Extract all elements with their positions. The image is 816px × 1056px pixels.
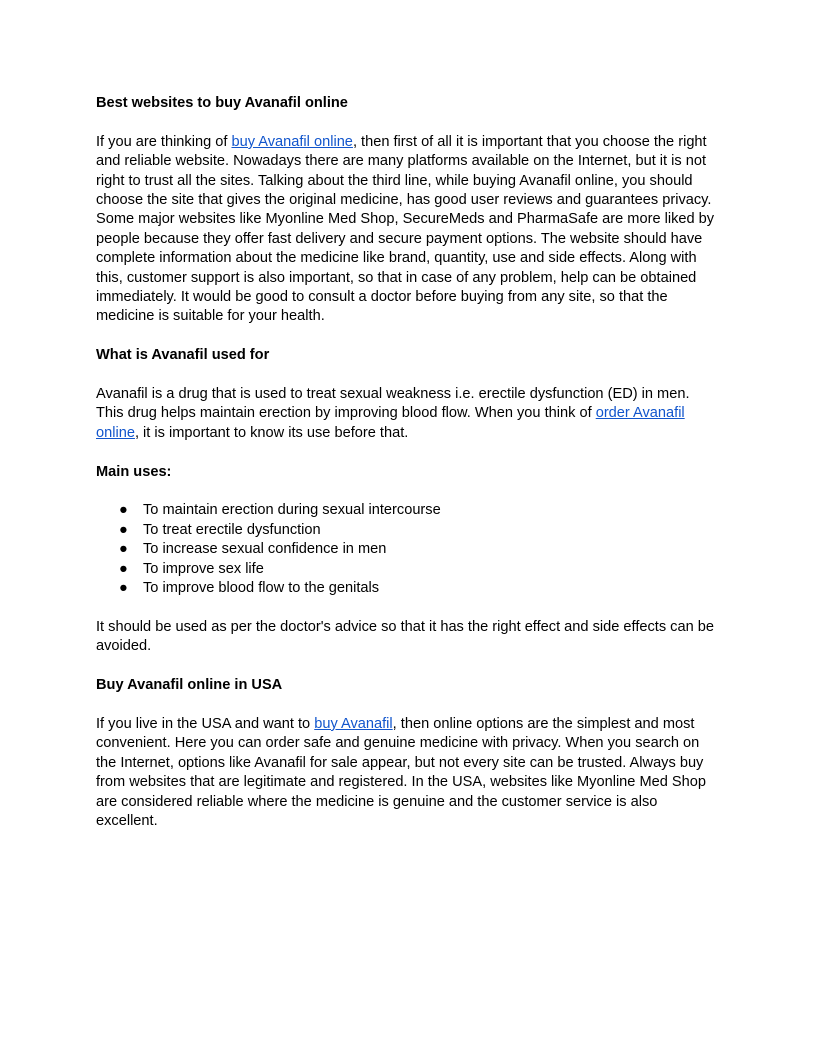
list-item <box>119 560 720 579</box>
paragraph-text: If you live in the USA and want to <box>96 715 315 732</box>
paragraph-best-websites <box>96 133 720 327</box>
list-item <box>119 501 720 520</box>
bullet-icon: ● <box>119 521 128 538</box>
buy-avanafil-link[interactable]: buy Avanafil <box>314 715 393 732</box>
section-heading-main-uses: Main uses: <box>96 463 172 480</box>
paragraph-what-is-avanafil <box>96 385 720 443</box>
main-uses-list <box>96 501 720 598</box>
bullet-icon: ● <box>119 502 128 519</box>
section-heading-what-is-avanafil: What is Avanafil used for <box>96 347 270 364</box>
bullet-icon: ● <box>119 560 128 577</box>
paragraph-text: , it is important to know its use before that. <box>134 424 409 441</box>
list-item-text: To improve sex life <box>143 560 264 577</box>
paragraph-text: Avanafil is a drug that is used to treat sexual weakness i.e. erectile dysfunction (ED) in men. This drug helps maintain erection by improving blood flow. When you think of <box>96 386 690 422</box>
paragraph-text: If you are thinking of <box>96 133 232 150</box>
bullet-icon: ● <box>119 580 128 597</box>
bullet-icon: ● <box>119 541 128 558</box>
list-item-text: To maintain erection during sexual intercourse <box>143 502 441 519</box>
list-item <box>119 540 720 559</box>
list-item <box>119 521 720 540</box>
paragraph-text: , then first of all it is important that you choose the right and reliable website. Nowadays there are many platforms available on the Internet, but it is not right to trust all the sites. Talking about the third line, while buying Avanafil online, you should choose the site that gives the original medicine, has good user reviews and guarantees privacy. Some major websites like Myonline Med Shop, SecureMeds and PharmaSafe are more liked by people because they offer fast delivery and secure payment options. The website should have complete information about the medicine like brand, quantity, use and side effects. Along with this, customer support is also important, so that in case of any problem, help can be obtained immediately. It would be good to consult a doctor before buying from any site, so that the medicine is suitable for your health. <box>96 133 715 325</box>
section-heading-buy-in-usa: Buy Avanafil online in USA <box>96 677 283 694</box>
section-heading-best-websites: Best websites to buy Avanafil online <box>96 95 348 111</box>
document-page <box>96 94 720 851</box>
paragraph-doctor-advice: It should be used as per the doctor's advice so that it has the right effect and side effects can be avoided. <box>96 618 715 655</box>
list-item <box>119 579 720 598</box>
paragraph-text: , then online options are the simplest and most convenient. Here you can order safe and genuine medicine with privacy. When you search on the Internet, options like Avanafil for sale appear, but not every site can be trusted. Always buy from websites that are legitimate and registered. In the USA, websites like Myonline Med Shop are considered reliable where the medicine is genuine and the customer service is also excellent. <box>96 715 706 829</box>
order-avanafil-online-link[interactable]: order Avanafil online <box>96 405 685 441</box>
buy-avanafil-online-link[interactable]: buy Avanafil online <box>231 133 353 150</box>
paragraph-buy-in-usa <box>96 715 720 831</box>
list-item-text: To increase sexual confidence in men <box>143 541 387 558</box>
list-item-text: To treat erectile dysfunction <box>143 521 321 538</box>
list-item-text: To improve blood flow to the genitals <box>143 580 380 597</box>
